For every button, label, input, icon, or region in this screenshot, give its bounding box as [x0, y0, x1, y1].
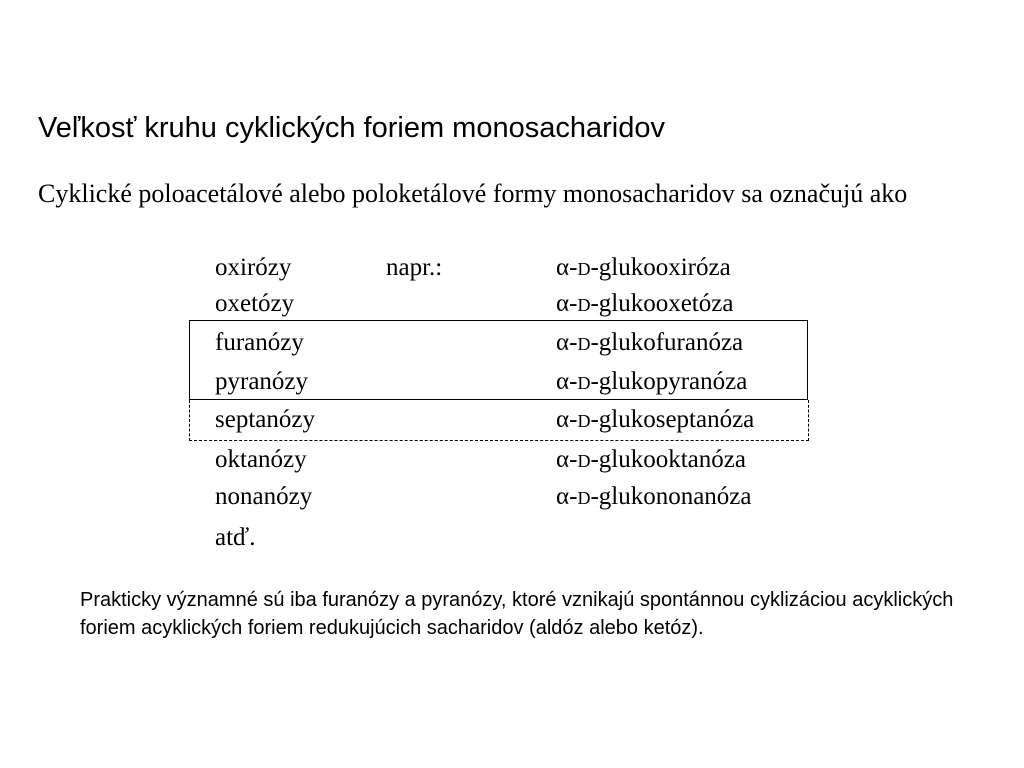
example-label: napr.:	[386, 254, 443, 281]
ring-name-septanozy: septanózy	[215, 406, 315, 433]
example-oxetozy: α-D-glukooxetóza	[556, 290, 734, 317]
example-septanozy: α-D-glukoseptanóza	[556, 406, 755, 433]
example-nonanozy: α-D-glukononanóza	[556, 483, 752, 510]
ring-name-oxetozy: oxetózy	[215, 290, 295, 317]
ring-name-nonanozy: nonanózy	[215, 483, 313, 510]
ring-name-oktanozy: oktanózy	[215, 446, 307, 473]
ring-name-furanozy: furanózy	[215, 329, 304, 356]
ring-name-oxirozy: oxirózy	[215, 254, 292, 281]
intro-text: Cyklické poloacetálové alebo poloketálové formy monosacharidov sa označujú ako	[38, 179, 908, 208]
example-oxirozy: α-D-glukooxiróza	[556, 254, 731, 281]
ring-name-etc: atď.	[215, 524, 256, 551]
example-pyranozy: α-D-glukopyranóza	[556, 368, 748, 395]
example-furanozy: α-D-glukofuranóza	[556, 329, 744, 356]
slide-title: Veľkosť kruhu cyklických foriem monosacharidov	[38, 112, 665, 144]
note-paragraph: Prakticky významné sú iba furanózy a pyranózy, ktoré vznikajú spontánnou cyklizáciou acyklických foriem acyklických foriem redukujúcich sacharidov (aldóz alebo ketóz).	[80, 589, 954, 639]
example-oktanozy: α-D-glukooktanóza	[556, 446, 746, 473]
ring-name-pyranozy: pyranózy	[215, 368, 309, 395]
